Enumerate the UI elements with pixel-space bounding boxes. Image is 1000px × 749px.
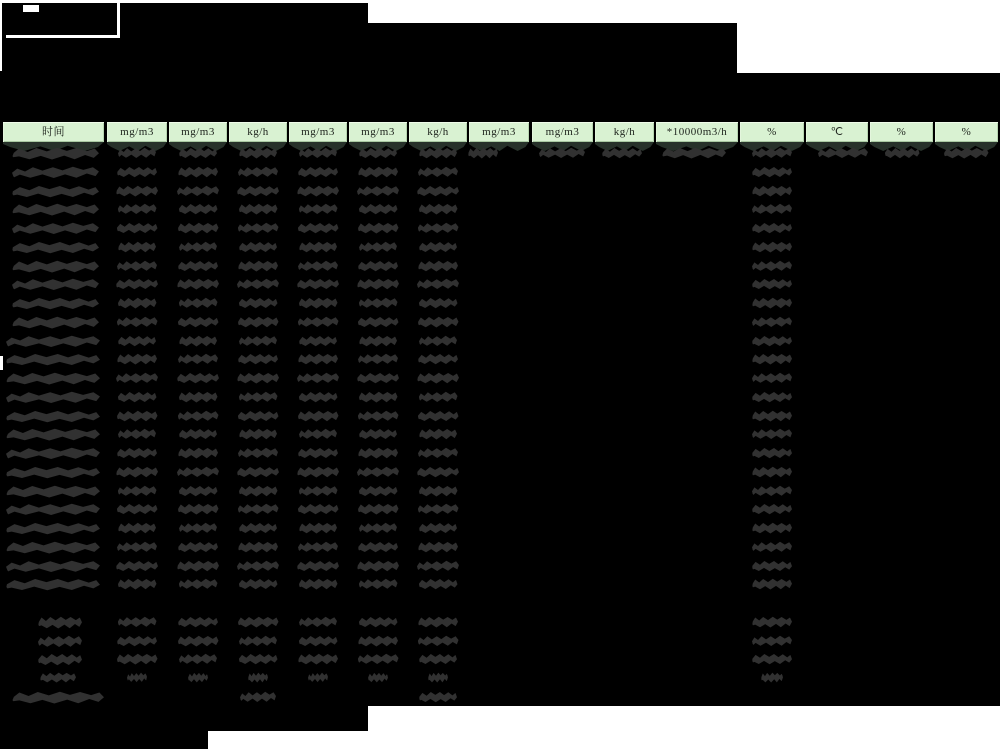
redaction-block-right [737, 73, 1000, 706]
column-header-9[interactable]: kg/h [595, 122, 654, 142]
column-header-5[interactable]: mg/m3 [349, 122, 407, 142]
column-header-13[interactable]: % [870, 122, 933, 142]
column-header-6[interactable]: kg/h [409, 122, 467, 142]
redaction-block-bottom-mid [208, 706, 368, 731]
page-gap-sliver [0, 3, 2, 71]
page-gap-sliver [23, 5, 39, 12]
redaction-block-bottom-left [0, 706, 208, 749]
column-header-14[interactable]: % [935, 122, 998, 142]
column-header-1[interactable]: mg/m3 [107, 122, 167, 142]
column-header-0[interactable]: 时间 [3, 122, 104, 142]
column-header-3[interactable]: kg/h [229, 122, 287, 142]
column-header-7[interactable]: mg/m3 [469, 122, 529, 142]
column-header-11[interactable]: % [740, 122, 804, 142]
column-header-12[interactable]: ℃ [806, 122, 868, 142]
page-gap-sliver [6, 35, 120, 38]
page-gap-sliver [117, 3, 120, 36]
column-header-8[interactable]: mg/m3 [532, 122, 593, 142]
column-header-4[interactable]: mg/m3 [289, 122, 347, 142]
column-header-2[interactable]: mg/m3 [169, 122, 227, 142]
page-gap-sliver [0, 356, 3, 370]
redaction-block-left [0, 3, 368, 706]
column-header-10[interactable]: *10000m3/h [656, 122, 738, 142]
